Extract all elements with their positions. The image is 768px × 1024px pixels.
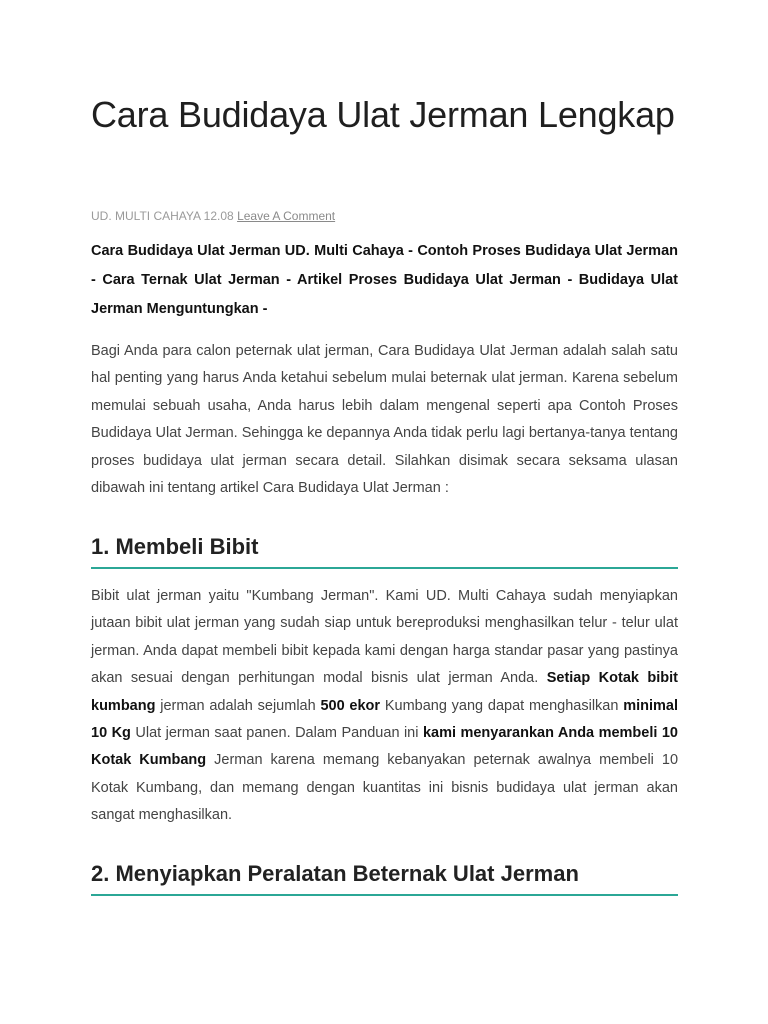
bold-run: Setiap Kotak bibit kumbang <box>91 670 678 714</box>
bold-run: minimal 10 Kg <box>91 697 678 742</box>
text-run: Jerman karena memang kebanyakan peternak awalnya membeli 10 Kotak Kumbang, dan memang dengan kuantitas ini bisnis budidaya ulat jerman akan sangat menghasilkan. <box>91 752 679 824</box>
post-meta <box>91 208 678 224</box>
text-run: Ulat jerman saat panen. Dalam Panduan ini <box>130 725 423 742</box>
intro-paragraph: Bagi Anda para calon peternak ulat jerman, Cara Budidaya Ulat Jerman adalah salah satu hal penting yang harus Anda ketahui sebelum mulai beternak ulat jerman. Karena sebelum memulai sebuah usaha, Anda harus lebih dalam mengenal seperti apa Contoh Proses Budidaya Ulat Jerman. Sehingga ke depannya Anda tidak perlu lagi bertanya-tanya tentang proses budidaya ulat jerman secara detail. Silahkan disimak secara seksama ulasan dibawah ini tentang artikel Cara Budidaya Ulat Jerman : <box>91 343 678 497</box>
article-title: Cara Budidaya Ulat Jerman Lengkap <box>91 94 675 135</box>
leave-comment-link[interactable]: Leave A Comment <box>237 209 336 223</box>
post-author-time: UD. MULTI CAHAYA 12.08 <box>91 209 234 223</box>
bold-run: 500 ekor <box>320 697 381 714</box>
section1-paragraph <box>91 583 678 830</box>
text-run: jerman adalah sejumlah <box>155 697 321 714</box>
text-run: Kumbang yang dapat menghasilkan <box>380 697 624 714</box>
text-run: Bibit ulat jerman yaitu "Kumbang Jerman". Kami UD. Multi Cahaya sudah menyiapkan jutaan bibit ulat jerman yang sudah siap untuk bereproduksi menghasilkan telur - telur ulat jerman. Anda dapat membeli bibit kepada kami dengan harga standar pasar yang pastinya akan sesuai dengan perhitungan modal bisnis ulat jerman Anda. <box>91 588 678 687</box>
bold-run: kami menyarankan Anda membeli 10 Kotak Kumbang <box>91 725 678 769</box>
section-heading-peralatan: 2. Menyiapkan Peralatan Beternak Ulat Jerman <box>91 859 678 896</box>
lead-paragraph: Cara Budidaya Ulat Jerman UD. Multi Cahaya - Contoh Proses Budidaya Ulat Jerman - Cara Ternak Ulat Jerman - Artikel Proses Budidaya Ulat Jerman - Budidaya Ulat Jerman Menguntungkan - <box>91 243 678 317</box>
section-heading-membeli-bibit: 1. Membeli Bibit <box>91 532 678 569</box>
